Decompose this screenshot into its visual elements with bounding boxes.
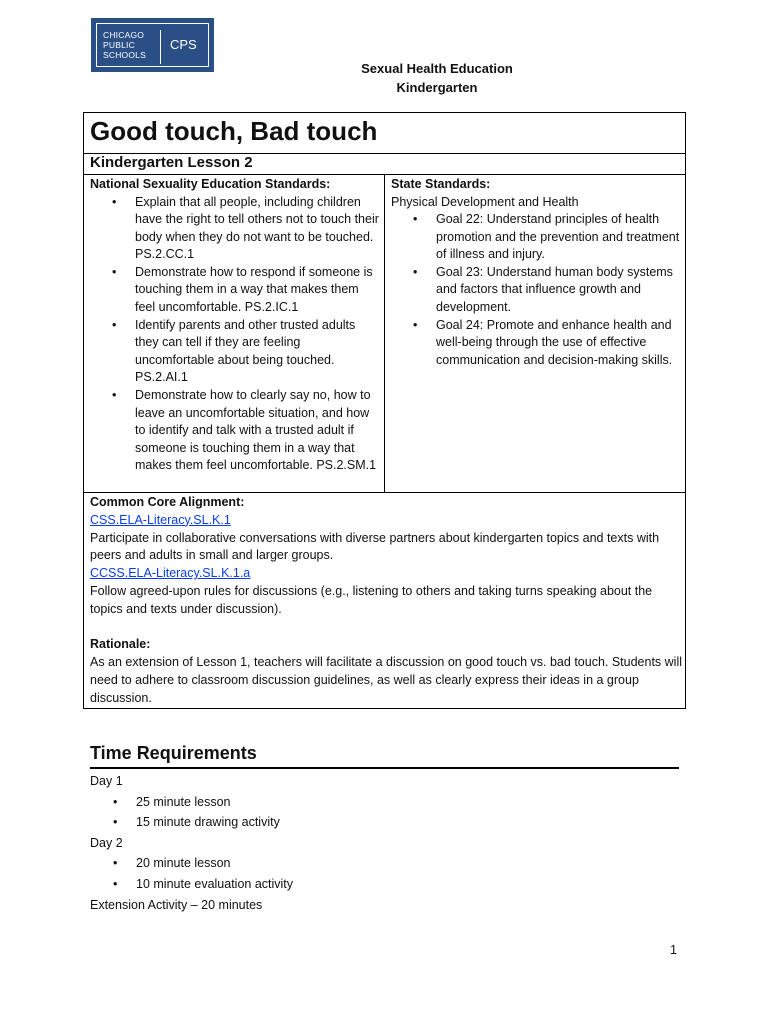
header-subject: Sexual Health Education <box>361 61 513 76</box>
national-standards-list <box>90 194 380 476</box>
state-standard-item: • Goal 22: Understand principles of health promotion and the prevention and treatment of illness and injury. <box>391 211 681 264</box>
lesson-row <box>84 153 685 175</box>
logo-line-chicago: CHICAGO <box>103 30 145 40</box>
logo-divider <box>160 30 161 64</box>
lesson-table <box>83 112 686 709</box>
national-standards-cell <box>90 176 380 475</box>
state-standard-item: • Goal 23: Understand human body systems and factors that influence growth and development. <box>391 264 681 317</box>
day-1-label: Day 1 <box>90 774 123 788</box>
heading-underline <box>90 767 679 769</box>
state-standards-heading: State Standards: <box>391 177 491 191</box>
extension-activity: Extension Activity – 20 minutes <box>90 897 263 912</box>
common-core-heading: Common Core Alignment: <box>90 495 245 509</box>
day-1-item: • 15 minute drawing activity <box>90 812 680 833</box>
lesson-title: Good touch, Bad touch <box>90 116 378 146</box>
page-number: 1 <box>670 943 677 957</box>
day-2-item: • 20 minute lesson <box>90 853 680 874</box>
time-requirements-list <box>90 771 680 915</box>
column-divider <box>384 174 385 492</box>
common-core-link-1[interactable]: CSS.ELA-Literacy.SL.K.1 <box>90 512 231 527</box>
alignment-cell <box>90 494 682 708</box>
national-standard-item: • Demonstrate how to clearly say no, how to leave an uncomfortable situation, and how to identify and talk with a trusted adult if someone is touching them in a way that makes them feel uncomfortable. PS.2.SM.1 <box>90 387 380 475</box>
standards-row <box>84 174 685 493</box>
day-1-item: • 25 minute lesson <box>90 792 680 813</box>
logo-line-public: PUBLIC <box>103 40 135 50</box>
rationale-text: As an extension of Lesson 1, teachers will facilitate a discussion on good touch vs. bad touch. Students will need to adhere to classroom discussion guidelines, as well as clearly express their ideas in a group discussion. <box>90 655 683 705</box>
common-core-text-2: Follow agreed-upon rules for discussions (e.g., listening to others and taking turns speaking about the topics and texts under discussion). <box>90 583 653 616</box>
common-core-text-1: Participate in collaborative conversations with diverse partners about kindergarten topics and texts with peers and adults in small and larger groups. <box>90 530 660 563</box>
national-standard-item: • Explain that all people, including children have the right to tell others not to touch their body when they do not want to be touched. PS.2.CC.1 <box>90 194 380 264</box>
day-2-label: Day 2 <box>90 835 123 850</box>
logo-text <box>103 30 146 60</box>
header-grade: Kindergarten <box>396 80 478 95</box>
state-standards-list <box>391 211 681 369</box>
logo-frame <box>96 23 209 67</box>
cps-logo <box>91 18 214 72</box>
section-spacer <box>90 619 682 637</box>
time-requirements-heading: Time Requirements <box>90 743 257 763</box>
rationale-heading: Rationale: <box>90 637 151 652</box>
state-standards-subheading: Physical Development and Health <box>391 194 579 209</box>
lesson-subtitle: Kindergarten Lesson 2 <box>90 154 253 171</box>
national-standard-item: • Identify parents and other trusted adults they can tell if they are feeling uncomfortable about being touched. PS.2.AI.1 <box>90 317 380 387</box>
day-2-item: • 10 minute evaluation activity <box>90 874 680 895</box>
logo-line-schools: SCHOOLS <box>103 50 146 60</box>
national-standard-item: • Demonstrate how to respond if someone is touching them in a way that makes them feel uncomfortable. PS.2.IC.1 <box>90 264 380 317</box>
state-standard-item: • Goal 24: Promote and enhance health and well-being through the use of effective communication and decision-making skills. <box>391 317 681 370</box>
state-standards-cell <box>391 176 681 369</box>
common-core-link-2[interactable]: CCSS.ELA-Literacy.SL.K.1.a <box>90 566 251 581</box>
document-header <box>337 59 537 97</box>
title-row <box>84 113 685 154</box>
logo-abbr: CPS <box>170 37 197 52</box>
national-standards-heading: National Sexuality Education Standards: <box>90 177 331 191</box>
